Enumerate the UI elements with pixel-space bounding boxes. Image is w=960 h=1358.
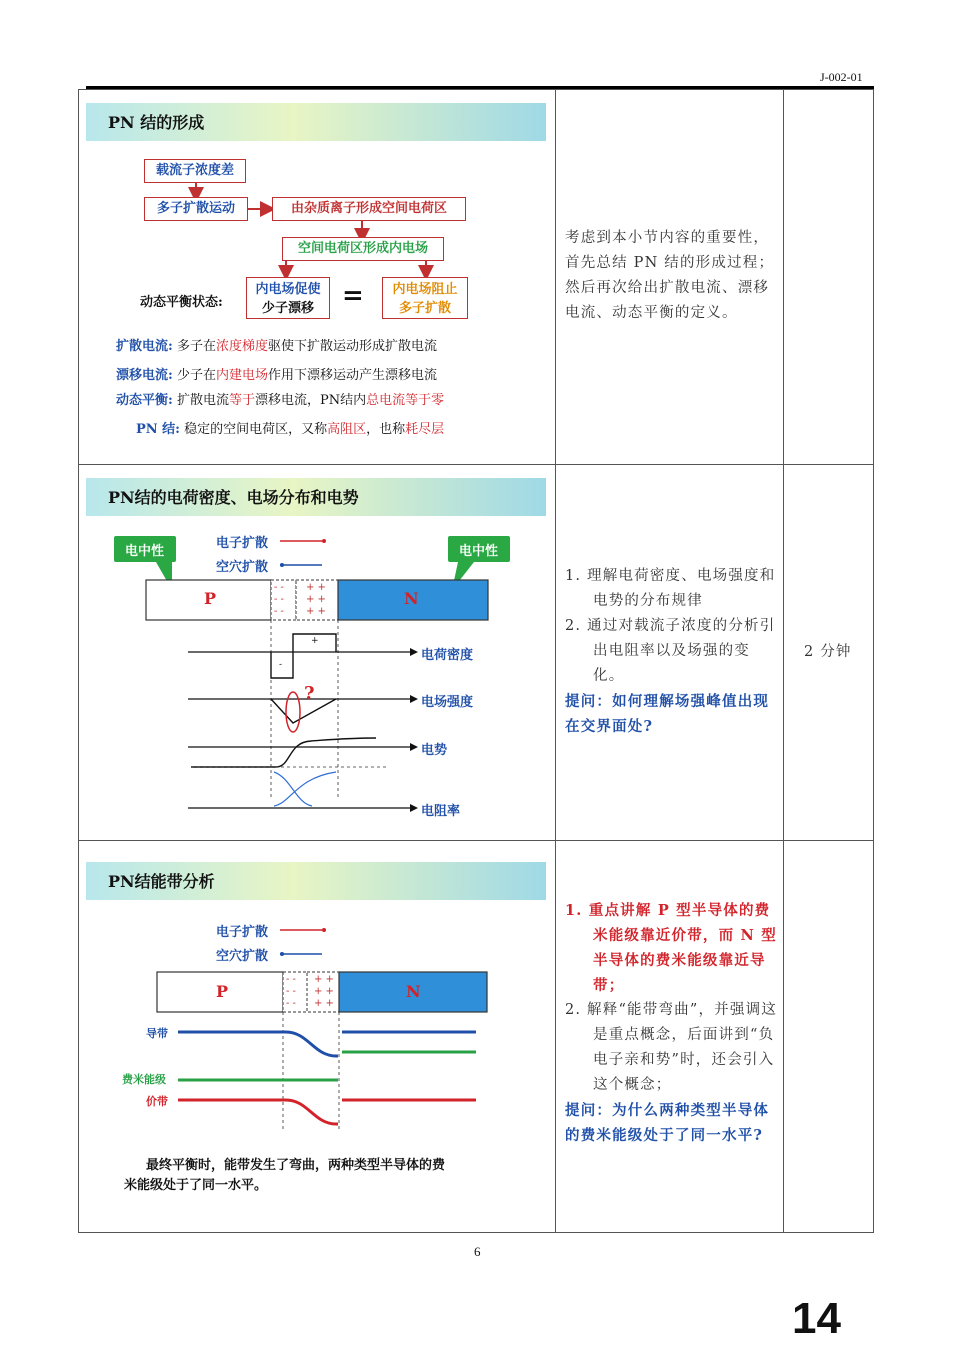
row2-time: 2 分钟 [804,644,852,660]
def1-b: 浓度梯度 [215,339,268,354]
flow-box-block-line2: 多子扩散 [398,301,451,316]
minus-row: - - [274,606,284,617]
flow-box-block-line1: 内电场阻止 [392,282,458,297]
row1-slide [86,103,546,453]
def2-b: 内建电场 [215,368,268,383]
minus-row: - - [274,582,284,593]
def-dynamic-equilibrium [116,389,444,408]
def-pn-junction [136,418,444,437]
def1-term: 扩散电流: [116,339,173,354]
flow-box-drift-line2: 少子漂移 [261,301,314,316]
def1-a: 多子在 [176,339,216,354]
minus-charges [286,974,296,1010]
potential-curve [191,738,376,767]
def3-b: 等于 [228,393,255,408]
row2-note [565,564,777,739]
flow-box-space-charge: 由杂质离子形成空间电荷区 [272,197,466,221]
row3-note-item2: 2. 解释“能带弯曲”，并强调这是重点概念，后面讲到“负电子亲和势”时，还会引入这个概念； [565,1002,777,1093]
band-label-fermi: 费米能级 [122,1073,166,1086]
def4-term: PN 结: [136,422,180,437]
def-drift-current [116,364,437,383]
plus-row: + + [306,606,326,617]
row2-note-item1: 1. 理解电荷密度、电场强度和电势的分布规律 [565,568,776,609]
p-label: P [204,589,217,608]
def4-d: 耗尽层 [405,422,445,437]
charge-field-diagram [86,478,546,824]
slide-title: PN 结的形成 [86,103,546,141]
minus-charges [274,582,284,618]
resistivity-curve-a [274,772,312,806]
axis-label-charge: 电荷密度 [421,648,474,663]
axis-label-potential: 电势 [421,743,448,758]
caption-line1: 最终平衡时，能带发生了弯曲，两种类型半导体的费 [146,1158,446,1173]
charge-minus-mark: - [279,660,283,670]
def3-c: 漂移电流，PN结内 [254,393,367,408]
flow-box-internal-field: 空间电荷区形成内电场 [282,237,444,261]
row3-note-question: 提问：为什么两种类型半导体的费米能级处于了同一水平? [565,1102,770,1144]
axis-label-field: 电场强度 [421,695,474,710]
def1-c: 驱使下扩散运动形成扩散电流 [267,339,437,354]
flow-box-drift [246,277,330,319]
equals-sign: = [342,281,364,311]
plus-charges [314,974,334,1010]
valence-band [178,1100,338,1124]
legend-hole: 空穴扩散 [216,949,269,964]
legend-electron: 电子扩散 [216,536,269,551]
big-page-number: 14 [792,1294,841,1343]
caption-line2: 米能级处于了同一水平。 [124,1178,268,1193]
row1-time-cell [783,89,874,465]
flow-box-drift-line1: 内电场促使 [255,282,321,297]
plus-row: + + [314,974,334,985]
plus-row: + + [314,986,334,997]
flow-box-carrier-gradient: 载流子浓度差 [144,159,246,183]
n-label: N [406,982,421,1001]
def2-c: 作用下漂移运动产生漂移电流 [267,368,437,383]
band-label-conduction: 导带 [146,1027,168,1040]
neutral-left-label: 电中性 [125,544,165,559]
def2-term: 漂移电流: [116,368,173,383]
conduction-band [178,1032,338,1056]
minus-row: - - [286,974,296,985]
row2-note-item2: 2. 通过对载流子浓度的分析引出电阻率以及场强的变化。 [565,618,776,684]
slide-title: PN结能带分析 [86,862,546,900]
n-label: N [404,589,419,608]
flow-box-block-diffusion [382,277,468,319]
row3-note-item1: 1. 重点讲解 P 型半导体的费米能级靠近价带，而 N 型半导体的费米能级靠近导带； [565,902,777,994]
plus-charges [306,582,326,618]
flow-box-majority-diffusion: 多子扩散运动 [144,197,248,221]
question-mark: ? [304,683,315,704]
def3-a: 扩散电流 [176,393,229,408]
axis-label-resistivity: 电阻率 [421,804,461,819]
row2-slide [86,478,546,824]
def3-d: 总电流等于零 [366,393,445,408]
def2-a: 少子在 [176,368,216,383]
plus-row: + + [314,998,334,1009]
field-peak-circle [286,692,300,732]
def4-b: 高阻区 [327,422,367,437]
def4-a: 稳定的空间电荷区，又称 [184,422,328,437]
document-id: J-002-01 [820,70,863,84]
band-label-valence: 价带 [146,1095,168,1108]
def-diffusion-current [116,335,437,354]
charge-density-curve [271,634,336,678]
charge-plus-mark: + [311,636,319,646]
equilibrium-label: 动态平衡状态: [140,295,223,310]
minus-row: - - [286,998,296,1009]
page-number: 6 [474,1244,481,1259]
p-label: P [216,982,229,1001]
plus-row: + + [306,594,326,605]
neutral-right-label: 电中性 [459,544,499,559]
row3-slide [86,862,546,1208]
row2-note-question: 提问：如何理解场强峰值出现在交界面处? [565,693,770,735]
def4-c: ，也称 [366,422,406,437]
plus-row: + + [306,582,326,593]
row1-note: 考虑到本小节内容的重要性，首先总结 PN 结的形成过程；然后再次给出扩散电流、漂移电流、动态平衡的定义。 [565,230,775,321]
slide-title: PN结的电荷密度、电场分布和电势 [86,478,546,516]
minus-row: - - [286,986,296,997]
legend-electron: 电子扩散 [216,925,269,940]
def3-term: 动态平衡: [116,393,173,408]
row3-note [565,898,777,1148]
row3-time-cell [783,840,874,1233]
minus-row: - - [274,594,284,605]
legend-hole: 空穴扩散 [216,560,269,575]
